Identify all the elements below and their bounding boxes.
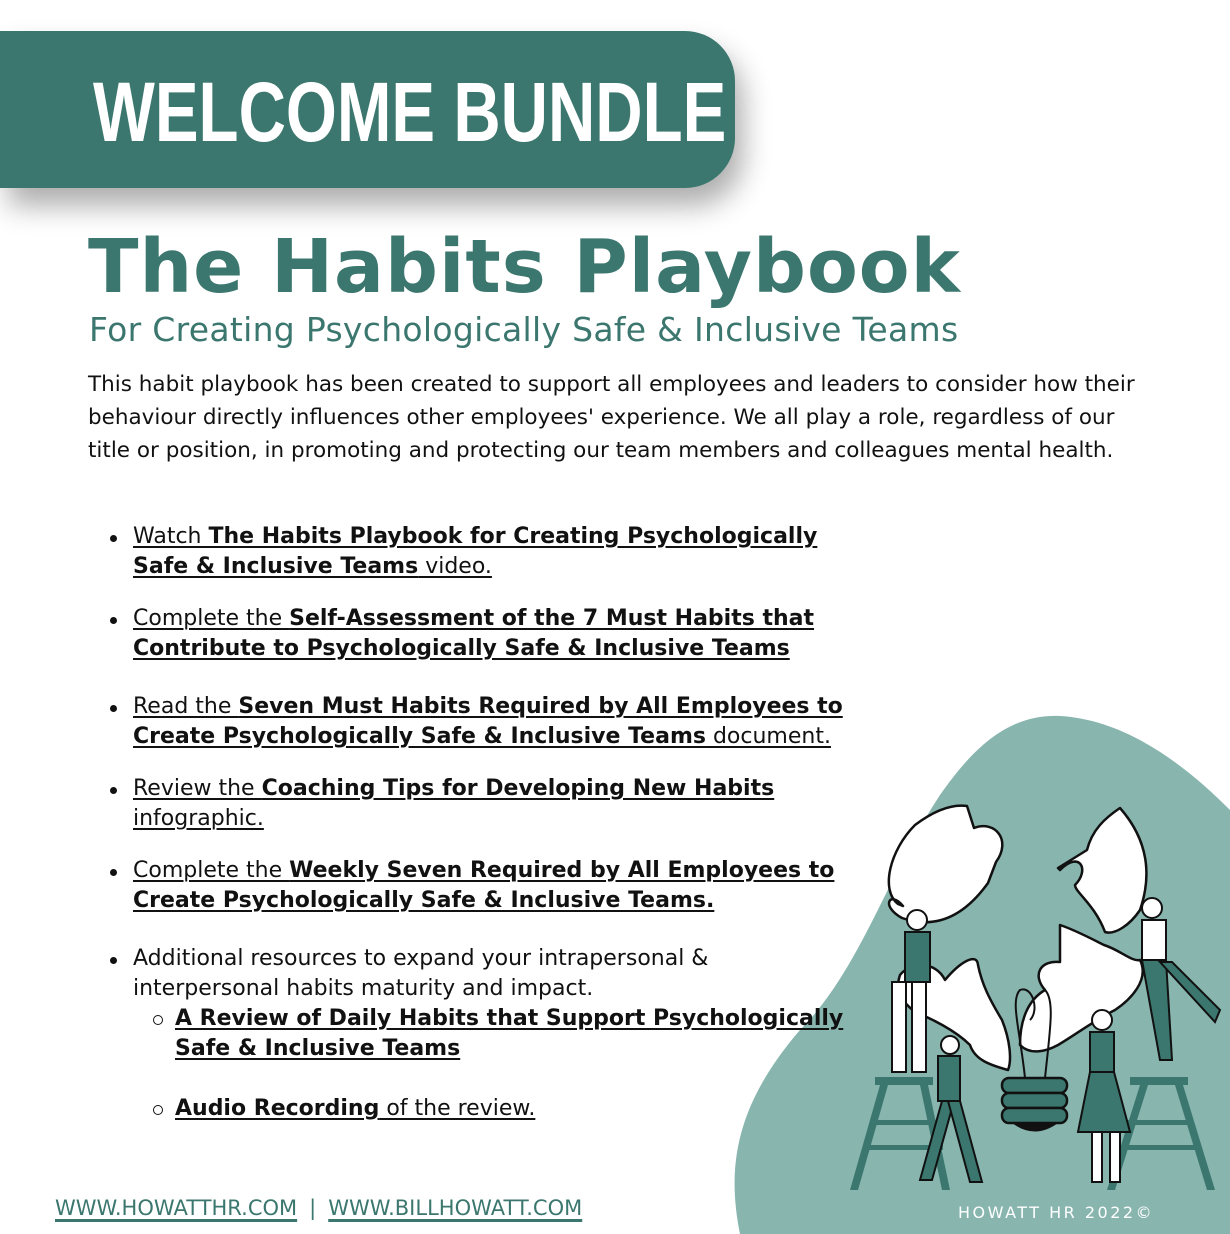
circle-bullet-icon bbox=[153, 1105, 163, 1115]
resource-link-daily-habits-review[interactable]: A Review of Daily Habits that Support Psychologically Safe & Inclusive Teams bbox=[175, 1006, 844, 1061]
bullet-icon bbox=[110, 535, 117, 542]
list-item bbox=[88, 692, 848, 752]
copyright-text: HOWATT HR 2022© bbox=[958, 1203, 1155, 1222]
bullet-icon bbox=[110, 787, 117, 794]
sublist-item bbox=[133, 1004, 848, 1064]
bullet-icon bbox=[110, 617, 117, 624]
additional-resources-text: Additional resources to expand your intrapersonal & interpersonal habits maturity and impact. bbox=[133, 946, 709, 1001]
resource-link-document[interactable]: Read the Seven Must Habits Required by All Employees to Create Psychologically Safe & Inclusive Teams document. bbox=[133, 694, 843, 749]
footer-link-billhowatt[interactable]: WWW.BILLHOWATT.COM bbox=[328, 1196, 583, 1220]
bullet-icon bbox=[110, 869, 117, 876]
footer-links bbox=[55, 1196, 582, 1220]
list-item bbox=[88, 774, 848, 834]
footer-separator: | bbox=[309, 1196, 317, 1220]
resource-link-audio-recording[interactable]: Audio Recording of the review. bbox=[175, 1096, 536, 1121]
resource-link-infographic[interactable]: Review the Coaching Tips for Developing New Habits infographic. bbox=[133, 776, 775, 831]
bullet-icon bbox=[110, 705, 117, 712]
additional-sublist bbox=[133, 1004, 848, 1124]
list-item bbox=[88, 522, 848, 582]
footer-link-howatthr[interactable]: WWW.HOWATTHR.COM bbox=[55, 1196, 298, 1220]
resource-list bbox=[88, 522, 848, 1146]
intro-paragraph: This habit playbook has been created to support all employees and leaders to consider how their behaviour directly influences other employees' experience. We all play a role, regardless of our title or position, in promoting and protecting our team members and colleagues mental health. bbox=[88, 372, 1135, 463]
bullet-icon bbox=[110, 957, 117, 964]
resource-link-self-assessment[interactable]: Complete the Self-Assessment of the 7 Must Habits that Contribute to Psychologically Safe & Inclusive Teams bbox=[133, 606, 815, 661]
page-subtitle: For Creating Psychologically Safe & Inclusive Teams bbox=[89, 310, 959, 349]
resource-link-video[interactable]: Watch The Habits Playbook for Creating Psychologically Safe & Inclusive Teams video. bbox=[133, 524, 818, 579]
list-item bbox=[88, 856, 848, 916]
circle-bullet-icon bbox=[153, 1015, 163, 1025]
banner-label: WELCOME BUNDLE bbox=[93, 65, 727, 159]
page-title: The Habits Playbook bbox=[88, 224, 961, 310]
sublist-item bbox=[133, 1094, 848, 1124]
list-item bbox=[88, 604, 848, 664]
list-item-additional bbox=[88, 944, 848, 1124]
resource-link-weekly-seven[interactable]: Complete the Weekly Seven Required by All Employees to Create Psychologically Safe & Inclusive Teams. bbox=[133, 858, 835, 913]
